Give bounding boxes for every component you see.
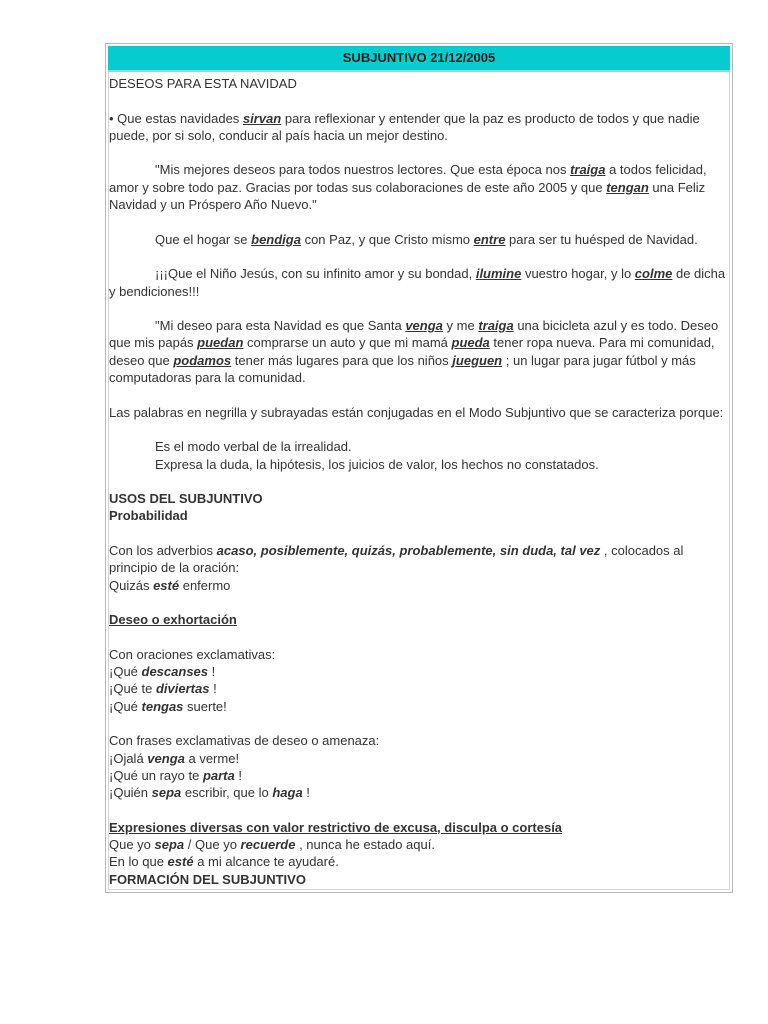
verb-highlight: puedan [197,335,244,351]
example-line: ¡Ojalá venga a verme! [109,750,240,766]
paragraph-4: ¡¡¡Que el Niño Jesús, con su infinito amor y su bondad, ilumine vuestro hogar, y lo colme de dicha y bendiciones!!! [109,266,726,299]
verb-example: sepa [151,785,182,801]
verb-highlight: podamos [173,352,232,368]
verb-highlight: colme [634,266,673,282]
paragraph-2: "Mis mejores deseos para todos nuestros lectores. Que esta época nos traiga a todos felicidad, amor y sobre todo paz. Gracias por todas sus colaboraciones de este año 2005 y que tengan una Feliz Navidad y un Próspero Año Nuevo." [109,162,707,213]
verb-highlight: pueda [451,335,490,351]
document-body [109,75,730,888]
example-line: ¡Qué descanses ! [109,664,216,680]
verb-highlight: venga [405,318,443,334]
trait-item: Es el modo verbal de la irrealidad. [155,439,352,455]
usos-heading: USOS DEL SUBJUNTIVO [109,491,263,507]
example-line: ¡Qué te diviertas ! [109,681,217,697]
paragraph-1: • Que estas navidades sirvan para reflexionar y entender que la paz es producto de todos y que nadie puede, por si solo, conducir al país hacia un mejor destino. [109,110,700,143]
verb-highlight: sirvan [242,110,282,126]
verb-example: tengas [141,698,184,714]
verb-highlight: tengan [606,179,649,195]
example-line: ¡Quién sepa escribir, que lo haga ! [109,785,310,801]
page-title: SUBJUNTIVO 21/12/2005 [108,46,730,72]
example-line: En lo que esté a mi alcance te ayudaré. [109,854,339,870]
example-line: ¡Qué tengas suerte! [109,698,227,714]
verb-highlight: ilumine [475,266,522,282]
verb-example: diviertas [155,681,210,697]
verb-example: recuerde [240,837,296,853]
frases-intro: Con frases exclamativas de deseo o amenaza: [109,733,380,749]
trait-item: Expresa la duda, la hipótesis, los juicios de valor, los hechos no constatados. [155,456,599,472]
verb-highlight: jueguen [452,352,503,368]
exclamativas-intro: Con oraciones exclamativas: [109,646,276,662]
example-line: ¡Qué un rayo te parta ! [109,767,242,783]
example-line: Que yo sepa / Que yo recuerde , nunca he estado aquí. [109,837,435,853]
verb-example: venga [147,750,185,766]
verb-example: esté [167,854,194,870]
deseo-heading: Deseo o exhortación [109,612,237,628]
probabilidad-heading: Probabilidad [109,508,188,524]
verb-example: esté [153,577,180,593]
adverb-list: acaso, posiblemente, quizás, probablemente, sin duda, tal vez [216,543,601,559]
verb-example: descanses [141,664,209,680]
document-frame [105,43,733,893]
example-line: Quizás esté enfermo [109,577,231,593]
paragraph-6: Las palabras en negrilla y subrayadas están conjugadas en el Modo Subjuntivo que se caracteriza porque: [109,404,724,420]
paragraph-5: "Mi deseo para esta Navidad es que Santa venga y me traiga una bicicleta azul y es todo. Deseo que mis papás puedan comprarse un auto y que mi mamá pueda tener ropa nueva. Para mi comunidad, deseo que podamos tener más lugares para que los niños jueguen ; un lugar para jugar fútbol y más computadoras para la comunidad. [109,318,719,386]
paragraph-3: Que el hogar se bendiga con Paz, y que Cristo mismo entre para ser tu huésped de Navidad. [155,231,698,247]
verb-highlight: bendiga [251,231,301,247]
adverbios-paragraph: Con los adverbios acaso, posiblemente, quizás, probablemente, sin duda, tal vez , colocados al principio de la oración: [109,543,684,576]
verb-example: parta [202,767,235,783]
verb-example: haga [272,785,303,801]
expresiones-heading: Expresiones diversas con valor restrictivo de excusa, disculpa o cortesía [109,819,563,835]
bullet: • [109,110,114,126]
section-heading: DESEOS PARA ESTA NAVIDAD [109,76,297,91]
verb-highlight: traiga [478,318,514,334]
verb-highlight: entre [473,231,506,247]
formacion-heading: FORMACIÓN DEL SUBJUNTIVO [109,871,306,887]
verb-example: sepa [154,837,185,853]
verb-highlight: traiga [570,162,606,178]
